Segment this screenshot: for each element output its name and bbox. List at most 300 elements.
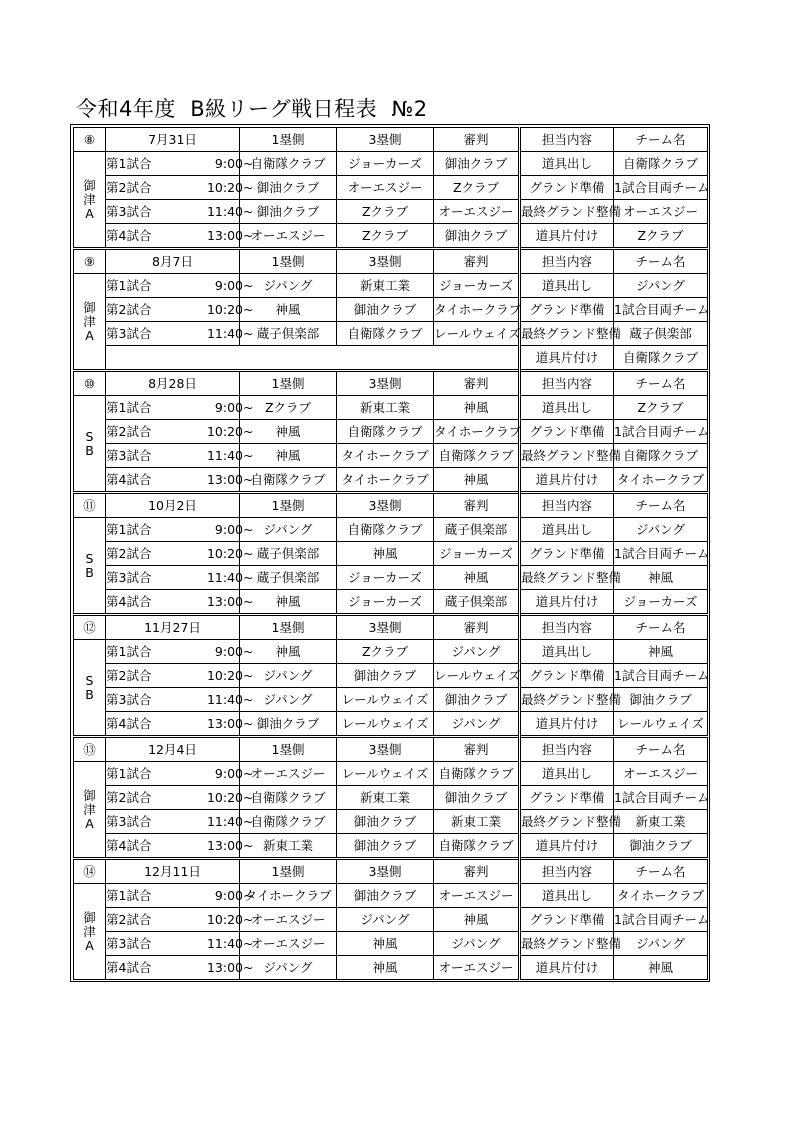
duty-team-cell: 神風 <box>614 640 708 664</box>
duty-team-cell: ジパング <box>614 932 708 956</box>
game-slot <box>106 640 254 664</box>
duty-cell: グランド準備 <box>520 664 614 688</box>
header-first-base: 1塁側 <box>240 128 337 152</box>
duty-cell: グランド準備 <box>520 298 614 322</box>
third-base-team: 新東工業 <box>337 274 434 298</box>
header-team: チーム名 <box>614 615 708 640</box>
duty-team-cell: 新東工業 <box>614 810 708 834</box>
umpire-team: 神風 <box>434 908 520 932</box>
round-date: 8月28日 <box>106 371 240 396</box>
game-time: 10:20~ <box>206 911 254 927</box>
game-label: 第3試合 <box>106 203 152 219</box>
header-duty: 担当内容 <box>520 615 614 640</box>
header-team: チーム名 <box>614 249 708 274</box>
table-row <box>74 298 708 322</box>
duty-cell: 道具出し <box>520 396 614 420</box>
duty-team-cell: 神風 <box>614 566 708 590</box>
umpire-team: ジパング <box>434 640 520 664</box>
game-slot <box>106 908 254 932</box>
umpire-team: タイホークラブ <box>434 420 520 444</box>
venue-char: 津 <box>83 191 96 207</box>
first-base-team: 新東工業 <box>240 834 337 859</box>
duty-team-cell: 1試合目両チーム <box>614 908 708 932</box>
first-base-team: 神風 <box>240 640 337 664</box>
third-base-team: タイホークラブ <box>337 468 434 493</box>
first-base-team: 自衛隊クラブ <box>240 810 337 834</box>
third-base-team: 神風 <box>337 956 434 980</box>
duty-cell: 最終グランド整備 <box>520 444 614 468</box>
third-base-team: 神風 <box>337 542 434 566</box>
venue-char: 御 <box>83 787 96 803</box>
round-number: ⑫ <box>74 615 106 640</box>
header-duty: 担当内容 <box>520 737 614 762</box>
duty-team-cell: タイホークラブ <box>614 884 708 908</box>
game-slot <box>106 810 254 834</box>
game-time: 13:00~ <box>206 227 254 243</box>
venue-cell <box>74 396 106 493</box>
game-time: 11:40~ <box>206 691 254 707</box>
header-umpire: 審判 <box>434 859 520 884</box>
game-time: 10:20~ <box>206 423 254 439</box>
duty-cell: 最終グランド整備 <box>520 810 614 834</box>
first-base-team: 御油クラブ <box>240 176 337 200</box>
umpire-team: ジパング <box>434 932 520 956</box>
game-time: 9:00~ <box>214 887 254 903</box>
header-first-base: 1塁側 <box>240 249 337 274</box>
duty-team-cell: ジョーカーズ <box>614 590 708 615</box>
header-third-base: 3塁側 <box>337 249 434 274</box>
game-label: 第2試合 <box>106 545 152 561</box>
header-team: チーム名 <box>614 128 708 152</box>
round-header-row <box>74 859 708 884</box>
header-duty: 担当内容 <box>520 128 614 152</box>
game-time: 9:00~ <box>214 521 254 537</box>
game-label: 第4試合 <box>106 471 152 487</box>
table-row <box>74 786 708 810</box>
first-base-team: ジパング <box>240 518 337 542</box>
umpire-team: オーエスジー <box>434 884 520 908</box>
round-number: ⑧ <box>74 128 106 152</box>
umpire-team: 自衛隊クラブ <box>434 834 520 859</box>
first-base-team: オーエスジー <box>240 932 337 956</box>
duty-cell: 道具片付け <box>520 712 614 737</box>
venue-char: B <box>85 564 94 580</box>
venue-char: 津 <box>83 313 96 329</box>
table-row <box>74 834 708 859</box>
game-label: 第3試合 <box>106 691 152 707</box>
game-time: 13:00~ <box>206 471 254 487</box>
duty-team-cell: 1試合目両チーム <box>614 420 708 444</box>
game-slot <box>106 274 254 298</box>
first-base-team: 自衛隊クラブ <box>240 152 337 176</box>
game-label: 第1試合 <box>106 643 152 659</box>
first-base-team: オーエスジー <box>240 762 337 786</box>
umpire-team: 神風 <box>434 396 520 420</box>
game-time: 11:40~ <box>206 203 254 219</box>
first-base-team: ジパング <box>240 274 337 298</box>
duty-cell: 道具出し <box>520 152 614 176</box>
umpire-team: レールウェイズ <box>434 322 520 346</box>
duty-team-cell: 自衛隊クラブ <box>614 444 708 468</box>
first-base-team: Zクラブ <box>240 396 337 420</box>
umpire-team: 蔵子倶楽部 <box>434 590 520 615</box>
umpire-team: 神風 <box>434 566 520 590</box>
table-row <box>74 200 708 224</box>
duty-team-cell: 御油クラブ <box>614 688 708 712</box>
third-base-team: ジョーカーズ <box>337 152 434 176</box>
header-umpire: 審判 <box>434 249 520 274</box>
venue-char: S <box>85 672 94 688</box>
table-row <box>74 810 708 834</box>
first-base-team: 自衛隊クラブ <box>240 468 337 493</box>
table-row <box>74 274 708 298</box>
third-base-team: Zクラブ <box>337 200 434 224</box>
table-row <box>74 566 708 590</box>
header-first-base: 1塁側 <box>240 615 337 640</box>
round-date: 10月2日 <box>106 493 240 518</box>
round-date: 8月7日 <box>106 249 240 274</box>
duty-cell: グランド準備 <box>520 420 614 444</box>
game-label: 第3試合 <box>106 813 152 829</box>
game-slot <box>106 566 254 590</box>
first-base-team: 自衛隊クラブ <box>240 786 337 810</box>
game-label: 第4試合 <box>106 715 152 731</box>
round-date: 12月11日 <box>106 859 240 884</box>
duty-cell: 最終グランド整備 <box>520 566 614 590</box>
game-slot <box>106 444 254 468</box>
first-base-team: 御油クラブ <box>240 712 337 737</box>
table-row <box>74 590 708 615</box>
third-base-team: レールウェイズ <box>337 712 434 737</box>
umpire-team: Zクラブ <box>434 176 520 200</box>
duty-cell: グランド準備 <box>520 542 614 566</box>
game-slot <box>106 956 254 980</box>
duty-team-cell: オーエスジー <box>614 762 708 786</box>
venue-cell <box>74 884 106 980</box>
umpire-team: オーエスジー <box>434 956 520 980</box>
first-base-team: 蔵子倶楽部 <box>240 322 337 346</box>
duty-team-cell: 1試合目両チーム <box>614 786 708 810</box>
duty-cell: 道具片付け <box>520 346 614 371</box>
umpire-team: 御油クラブ <box>434 152 520 176</box>
game-slot <box>106 786 254 810</box>
first-base-team: 蔵子倶楽部 <box>240 566 337 590</box>
venue-char: S <box>85 428 94 444</box>
game-slot <box>106 322 254 346</box>
game-slot <box>106 200 254 224</box>
third-base-team: 御油クラブ <box>337 664 434 688</box>
game-label: 第3試合 <box>106 569 152 585</box>
table-row <box>74 664 708 688</box>
third-base-team: 新東工業 <box>337 786 434 810</box>
game-slot <box>106 664 254 688</box>
game-slot <box>106 468 254 493</box>
game-time: 11:40~ <box>206 569 254 585</box>
umpire-team: 新東工業 <box>434 810 520 834</box>
third-base-team: 自衛隊クラブ <box>337 518 434 542</box>
header-first-base: 1塁側 <box>240 493 337 518</box>
duty-team-cell: ジパング <box>614 274 708 298</box>
game-label: 第1試合 <box>106 155 152 171</box>
duty-cell: 道具出し <box>520 884 614 908</box>
header-team: チーム名 <box>614 737 708 762</box>
first-base-team: オーエスジー <box>240 224 337 249</box>
first-base-team: オーエスジー <box>240 908 337 932</box>
round-header-row <box>74 737 708 762</box>
game-label: 第2試合 <box>106 301 152 317</box>
round-header-row <box>74 615 708 640</box>
table-row <box>74 908 708 932</box>
duty-team-cell: 自衛隊クラブ <box>614 346 708 371</box>
duty-cell: 道具出し <box>520 518 614 542</box>
duty-cell: グランド準備 <box>520 786 614 810</box>
umpire-team: 蔵子倶楽部 <box>434 518 520 542</box>
round-number: ⑪ <box>74 493 106 518</box>
duty-team-cell: 1試合目両チーム <box>614 176 708 200</box>
game-slot <box>106 712 254 737</box>
umpire-team: 御油クラブ <box>434 786 520 810</box>
game-label: 第1試合 <box>106 399 152 415</box>
page-title: 令和4年度 B級リーグ戦日程表 №2 <box>76 97 428 121</box>
game-time: 9:00~ <box>214 155 254 171</box>
header-team: チーム名 <box>614 493 708 518</box>
schedule-table <box>73 127 708 980</box>
table-row <box>74 176 708 200</box>
header-third-base: 3塁側 <box>337 737 434 762</box>
third-base-team: 御油クラブ <box>337 810 434 834</box>
third-base-team: レールウェイズ <box>337 688 434 712</box>
game-slot <box>106 834 254 859</box>
third-base-team: ジョーカーズ <box>337 566 434 590</box>
duty-cell: 最終グランド整備 <box>520 322 614 346</box>
game-time: 11:40~ <box>206 325 254 341</box>
header-first-base: 1塁側 <box>240 859 337 884</box>
game-time: 11:40~ <box>206 935 254 951</box>
table-row <box>74 542 708 566</box>
round-date: 11月27日 <box>106 615 240 640</box>
header-duty: 担当内容 <box>520 371 614 396</box>
venue-cell <box>74 152 106 249</box>
duty-cell: 道具片付け <box>520 590 614 615</box>
duty-team-cell: レールウェイズ <box>614 712 708 737</box>
table-row <box>74 518 708 542</box>
game-slot <box>106 688 254 712</box>
first-base-team: 神風 <box>240 420 337 444</box>
duty-cell: 道具片付け <box>520 468 614 493</box>
third-base-team: タイホークラブ <box>337 444 434 468</box>
venue-cell <box>74 518 106 615</box>
table-row <box>74 884 708 908</box>
game-slot <box>106 932 254 956</box>
game-time: 9:00~ <box>214 399 254 415</box>
game-label: 第2試合 <box>106 911 152 927</box>
third-base-team: ジョーカーズ <box>337 590 434 615</box>
game-label: 第3試合 <box>106 447 152 463</box>
duty-cell: 道具片付け <box>520 834 614 859</box>
duty-team-cell: 蔵子倶楽部 <box>614 322 708 346</box>
header-third-base: 3塁側 <box>337 128 434 152</box>
header-first-base: 1塁側 <box>240 737 337 762</box>
duty-cell: 道具出し <box>520 274 614 298</box>
game-slot <box>106 396 254 420</box>
third-base-team: レールウェイズ <box>337 762 434 786</box>
umpire-team: 自衛隊クラブ <box>434 762 520 786</box>
round-number: ⑬ <box>74 737 106 762</box>
game-label: 第1試合 <box>106 765 152 781</box>
round-header-row <box>74 493 708 518</box>
venue-cell <box>74 762 106 859</box>
header-team: チーム名 <box>614 859 708 884</box>
table-row <box>74 712 708 737</box>
round-number: ⑭ <box>74 859 106 884</box>
duty-team-cell: Zクラブ <box>614 224 708 249</box>
duty-team-cell: オーエスジー <box>614 200 708 224</box>
table-row <box>74 224 708 249</box>
table-row <box>74 762 708 786</box>
first-base-team: 神風 <box>240 298 337 322</box>
header-duty: 担当内容 <box>520 249 614 274</box>
header-first-base: 1塁側 <box>240 371 337 396</box>
umpire-team: 神風 <box>434 468 520 493</box>
round-date: 12月4日 <box>106 737 240 762</box>
game-time: 10:20~ <box>206 545 254 561</box>
duty-cell: 最終グランド整備 <box>520 688 614 712</box>
game-label: 第2試合 <box>106 423 152 439</box>
table-row <box>74 152 708 176</box>
header-third-base: 3塁側 <box>337 859 434 884</box>
game-time: 13:00~ <box>206 959 254 975</box>
table-row <box>74 396 708 420</box>
header-umpire: 審判 <box>434 493 520 518</box>
game-label: 第4試合 <box>106 593 152 609</box>
game-time: 13:00~ <box>206 715 254 731</box>
third-base-team: Zクラブ <box>337 224 434 249</box>
duty-cell: 道具出し <box>520 640 614 664</box>
umpire-team: タイホークラブ <box>434 298 520 322</box>
table-row <box>74 420 708 444</box>
duty-cell: 道具片付け <box>520 224 614 249</box>
venue-char: 津 <box>83 801 96 817</box>
game-label: 第3試合 <box>106 325 152 341</box>
venue-char: 津 <box>83 923 96 939</box>
table-row <box>74 688 708 712</box>
table-row <box>74 444 708 468</box>
game-time: 10:20~ <box>206 667 254 683</box>
first-base-team: 御油クラブ <box>240 200 337 224</box>
third-base-team: 自衛隊クラブ <box>337 322 434 346</box>
game-slot <box>106 420 254 444</box>
duty-cell: グランド準備 <box>520 908 614 932</box>
round-number: ⑨ <box>74 249 106 274</box>
duty-team-cell: Zクラブ <box>614 396 708 420</box>
umpire-team: レールウェイズ <box>434 664 520 688</box>
empty-game-slot <box>106 346 520 371</box>
third-base-team: 御油クラブ <box>337 834 434 859</box>
game-label: 第4試合 <box>106 837 152 853</box>
venue-char: 御 <box>83 177 96 193</box>
umpire-team: ジパング <box>434 712 520 737</box>
venue-char: B <box>85 686 94 702</box>
first-base-team: ジパング <box>240 688 337 712</box>
duty-cell: 道具出し <box>520 762 614 786</box>
duty-team-cell: 1試合目両チーム <box>614 298 708 322</box>
game-label: 第2試合 <box>106 789 152 805</box>
game-time: 9:00~ <box>214 277 254 293</box>
duty-team-cell: ジパング <box>614 518 708 542</box>
header-umpire: 審判 <box>434 371 520 396</box>
header-third-base: 3塁側 <box>337 615 434 640</box>
table-row <box>74 468 708 493</box>
venue-char: 御 <box>83 299 96 315</box>
game-slot <box>106 884 254 908</box>
venue-char: 御 <box>83 909 96 925</box>
game-time: 11:40~ <box>206 447 254 463</box>
duty-cell: 道具片付け <box>520 956 614 980</box>
game-time: 10:20~ <box>206 301 254 317</box>
third-base-team: 神風 <box>337 932 434 956</box>
duty-team-cell: 御油クラブ <box>614 834 708 859</box>
header-third-base: 3塁側 <box>337 371 434 396</box>
game-label: 第1試合 <box>106 887 152 903</box>
header-duty: 担当内容 <box>520 859 614 884</box>
duty-team-cell: 1試合目両チーム <box>614 664 708 688</box>
table-row <box>74 640 708 664</box>
third-base-team: 御油クラブ <box>337 884 434 908</box>
game-label: 第1試合 <box>106 277 152 293</box>
third-base-team: オーエスジー <box>337 176 434 200</box>
game-time: 11:40~ <box>206 813 254 829</box>
duty-cell: 最終グランド整備 <box>520 932 614 956</box>
game-time: 13:00~ <box>206 593 254 609</box>
duty-team-cell: 1試合目両チーム <box>614 542 708 566</box>
umpire-team: オーエスジー <box>434 200 520 224</box>
umpire-team: 御油クラブ <box>434 688 520 712</box>
umpire-team: ジョーカーズ <box>434 542 520 566</box>
header-umpire: 審判 <box>434 615 520 640</box>
duty-team-cell: 神風 <box>614 956 708 980</box>
first-base-team: ジパング <box>240 956 337 980</box>
table-row <box>74 932 708 956</box>
game-label: 第1試合 <box>106 521 152 537</box>
venue-char: A <box>85 937 94 953</box>
duty-cell: 最終グランド整備 <box>520 200 614 224</box>
game-slot <box>106 542 254 566</box>
round-date: 7月31日 <box>106 128 240 152</box>
header-team: チーム名 <box>614 371 708 396</box>
umpire-team: 御油クラブ <box>434 224 520 249</box>
game-time: 10:20~ <box>206 179 254 195</box>
header-umpire: 審判 <box>434 737 520 762</box>
venue-char: S <box>85 550 94 566</box>
game-label: 第2試合 <box>106 179 152 195</box>
game-label: 第4試合 <box>106 227 152 243</box>
third-base-team: Zクラブ <box>337 640 434 664</box>
first-base-team: 神風 <box>240 444 337 468</box>
venue-char: A <box>85 205 94 221</box>
game-slot <box>106 518 254 542</box>
table-row <box>74 346 708 371</box>
umpire-team: 自衛隊クラブ <box>434 444 520 468</box>
third-base-team: ジパング <box>337 908 434 932</box>
header-duty: 担当内容 <box>520 493 614 518</box>
game-label: 第3試合 <box>106 935 152 951</box>
venue-char: A <box>85 815 94 831</box>
game-slot <box>106 224 254 249</box>
duty-team-cell: タイホークラブ <box>614 468 708 493</box>
first-base-team: 蔵子倶楽部 <box>240 542 337 566</box>
game-time: 9:00~ <box>214 765 254 781</box>
third-base-team: 御油クラブ <box>337 298 434 322</box>
